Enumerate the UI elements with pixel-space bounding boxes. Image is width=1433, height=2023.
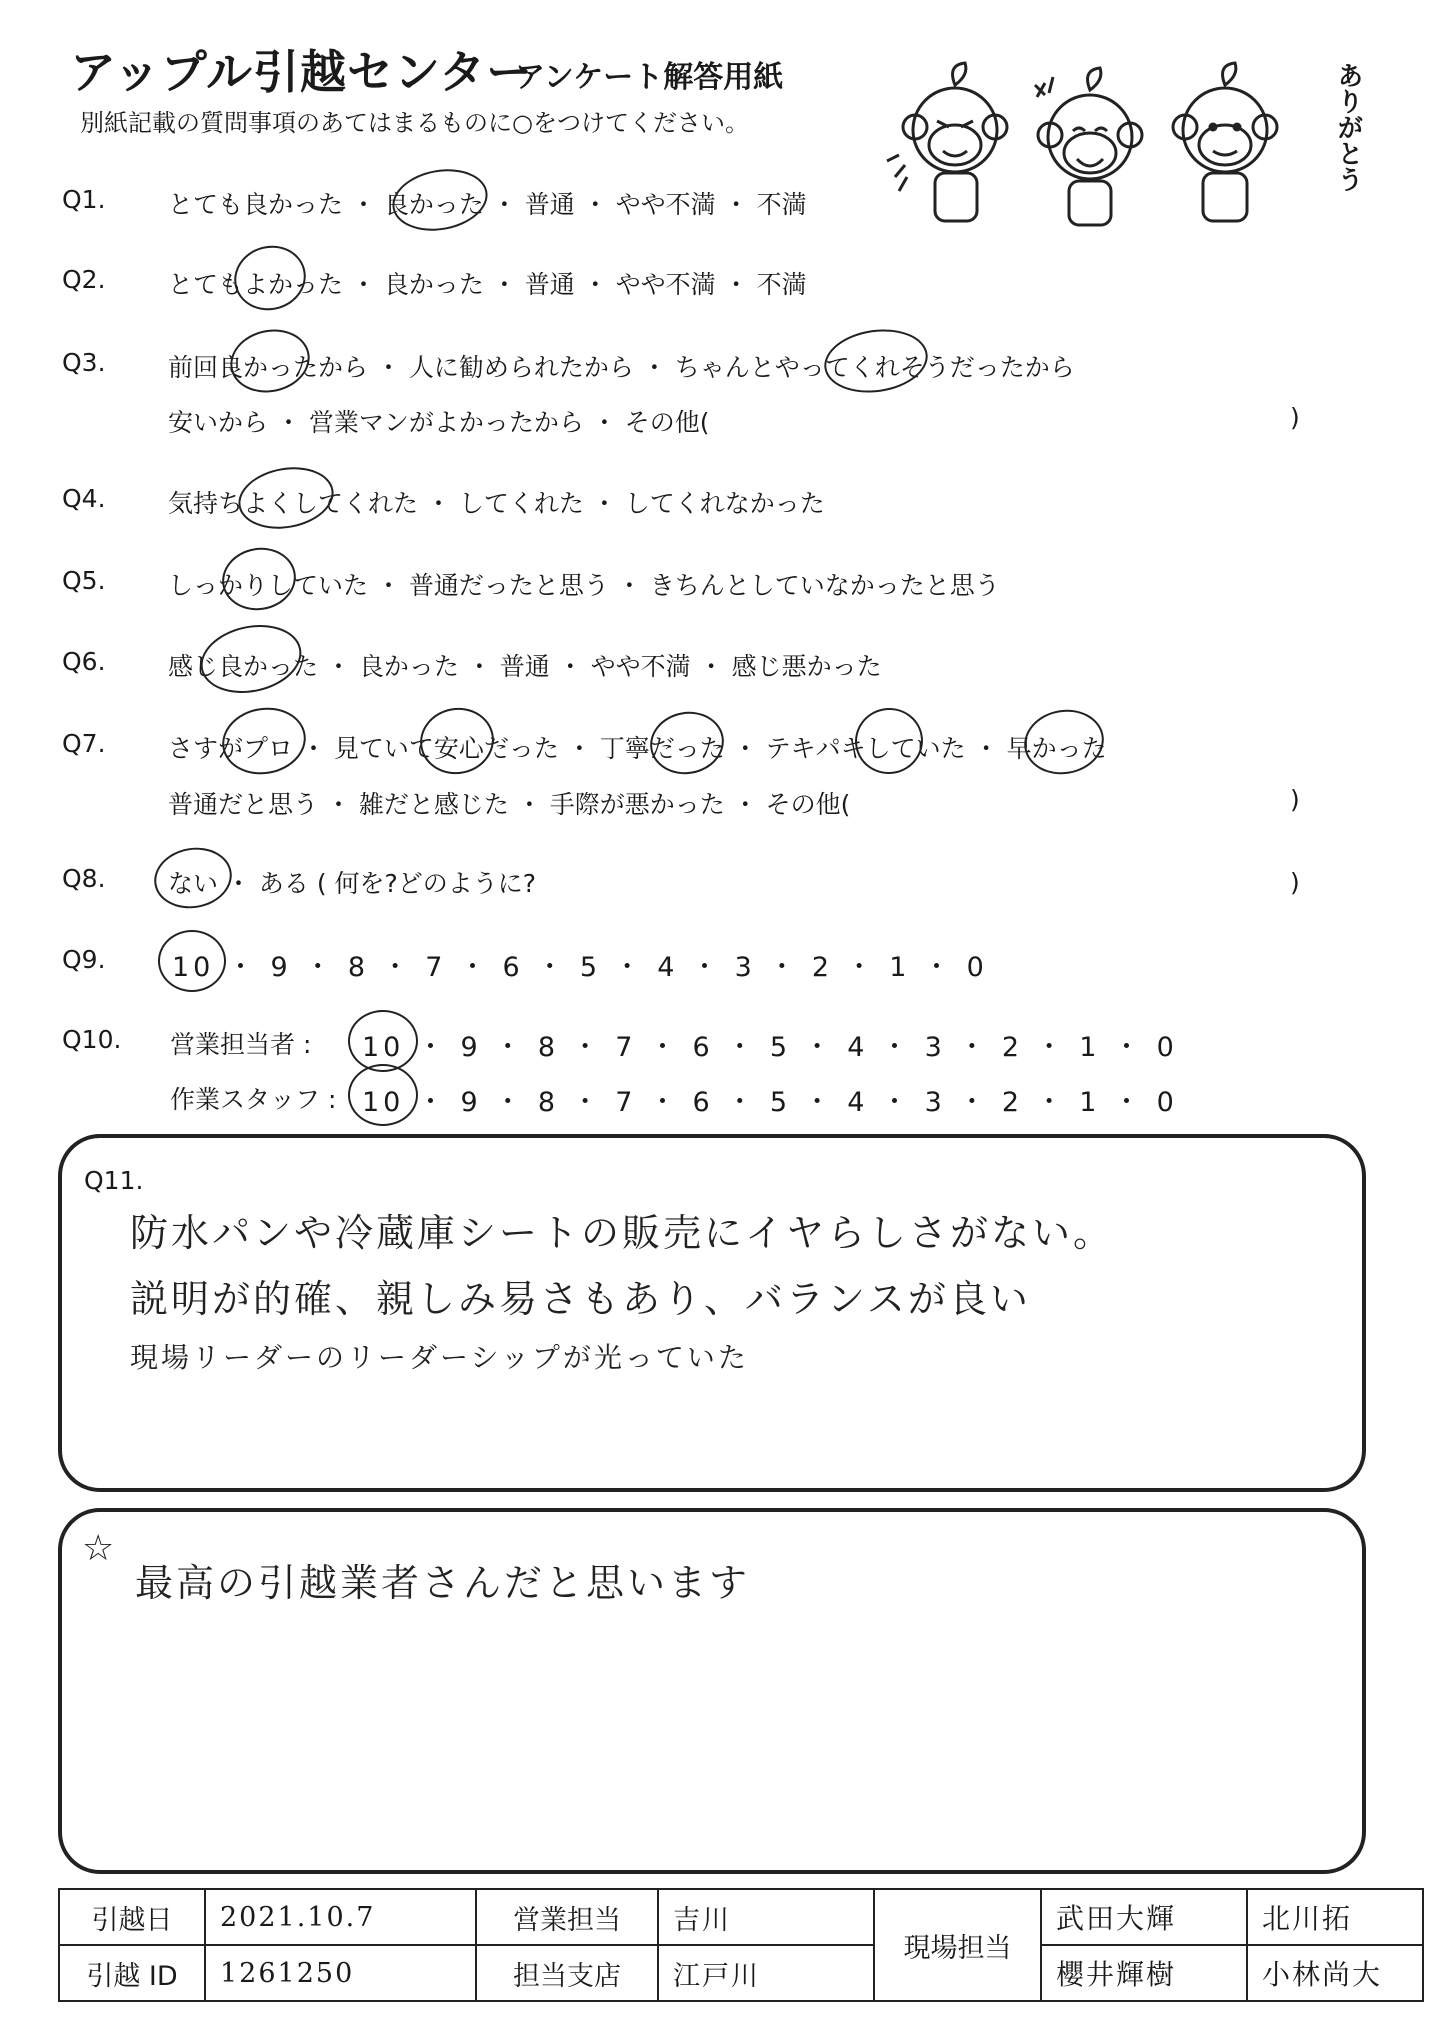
branch-label: 担当支店 — [476, 1945, 658, 2001]
q8-options: ない ・ ある ( 何を?どのように? — [168, 869, 537, 898]
q7-options: さすがプロ ・ 見ていて安心だった ・ 丁寧だった ・ テキパキしていた ・ 早かった — [168, 734, 1107, 763]
answer-circle-mark — [348, 1064, 418, 1126]
q3-label: Q3. — [62, 348, 106, 377]
q2-options: とてもよかった ・ 良かった ・ 普通 ・ やや不満 ・ 不満 — [168, 270, 807, 299]
answer-circle-mark — [217, 701, 311, 781]
q11-comment-line-2: 説明が的確、親しみ易さもあり、バランスが良い — [130, 1277, 1031, 1321]
answer-circle-mark — [415, 702, 499, 780]
move-id-label: 引越 ID — [59, 1945, 205, 2001]
answer-circle-mark — [227, 238, 313, 318]
move-info-table — [58, 1888, 1424, 2002]
q10-staff-label: 作業スタッフ : — [170, 1085, 337, 1114]
q5-options: しっかりしていた ・ 普通だったと思う ・ きちんとしていなかったと思う — [168, 571, 1000, 600]
site-staff-2: 北川拓 — [1247, 1889, 1423, 1945]
answer-circle-mark — [348, 1010, 418, 1072]
q6-label: Q6. — [62, 647, 106, 676]
site-staff-3: 櫻井輝樹 — [1041, 1945, 1247, 2001]
q3-options-line2: 安いから ・ 営業マンがよかったから ・ その他( — [168, 408, 710, 437]
site-staff-4: 小林尚大 — [1247, 1945, 1423, 2001]
q11-label: Q11. — [84, 1166, 144, 1195]
q10-sales-scale: 10 ・ 9 ・ 8 ・ 7 ・ 6 ・ 5 ・ 4 ・ 3 ・ 2 ・ 1 ・ 0 — [362, 1032, 1178, 1063]
answer-circle-mark — [158, 930, 226, 992]
answer-circle-mark — [388, 162, 493, 238]
q9-scale: 10 ・ 9 ・ 8 ・ 7 ・ 6 ・ 5 ・ 4 ・ 3 ・ 2 ・ 1 ・ 0 — [172, 952, 988, 983]
q1-label: Q1. — [62, 185, 106, 214]
q4-label: Q4. — [62, 484, 106, 513]
survey-title: アップル引越センター — [70, 45, 534, 99]
instruction-text: 別紙記載の質問事項のあてはまるものに○をつけてください。 — [80, 109, 749, 137]
q7-options-line2: 普通だと思う ・ 雑だと感じた ・ 手際が悪かった ・ その他( — [168, 790, 851, 819]
answer-circle-mark — [224, 322, 315, 399]
answer-circle-mark — [217, 542, 301, 616]
answer-circle-mark — [234, 460, 339, 536]
q8-label: Q8. — [62, 864, 106, 893]
q10-staff-scale: 10 ・ 9 ・ 8 ・ 7 ・ 6 ・ 5 ・ 4 ・ 3 ・ 2 ・ 1 ・ 0 — [362, 1087, 1178, 1118]
q10-sales-label: 営業担当者 : — [170, 1030, 312, 1059]
answer-circle-mark — [149, 842, 236, 915]
monkey-1-icon — [887, 63, 1007, 221]
survey-subtitle: アンケート解答用紙 — [515, 60, 784, 95]
q7-close-paren: ) — [1290, 785, 1300, 814]
thanks-text: ありがとう — [1333, 62, 1363, 192]
q6-options: 感じ良かった ・ 良かった ・ 普通 ・ やや不満 ・ 感じ悪かった — [168, 652, 882, 681]
move-id-value: 1261250 — [205, 1945, 476, 2001]
q8-close-paren: ) — [1290, 868, 1300, 897]
sales-rep-value: 吉川 — [658, 1889, 874, 1945]
monkey-mascots-illustration — [885, 55, 1365, 245]
answer-circle-mark — [194, 616, 307, 702]
answer-circle-mark — [1019, 704, 1109, 781]
q1-options: とても良かった ・ 良かった ・ 普通 ・ やや不満 ・ 不満 — [168, 190, 807, 219]
answer-circle-mark — [820, 323, 932, 399]
branch-value: 江戸川 — [658, 1945, 874, 2001]
move-date-value: 2021.10.7 — [205, 1889, 476, 1945]
answer-circle-mark — [645, 706, 729, 780]
move-date-label: 引越日 — [59, 1889, 205, 1945]
site-staff-label: 現場担当 — [874, 1889, 1041, 2001]
q3-close-paren: ) — [1290, 403, 1300, 432]
q9-label: Q9. — [62, 945, 106, 974]
q4-options: 気持ちよくしてくれた ・ してくれた ・ してくれなかった — [168, 489, 825, 518]
q2-label: Q2. — [62, 265, 106, 294]
site-staff-1: 武田大輝 — [1041, 1889, 1247, 1945]
q10-label: Q10. — [62, 1025, 122, 1054]
sales-rep-label: 営業担当 — [476, 1889, 658, 1945]
star-icon: ☆ — [82, 1528, 115, 1569]
q7-label: Q7. — [62, 729, 106, 758]
q11-comment-line-3: 現場リーダーのリーダーシップが光っていた — [130, 1341, 749, 1374]
q5-label: Q5. — [62, 566, 106, 595]
answer-circle-mark — [850, 703, 928, 780]
free-comment-text: 最高の引越業者さんだと思います — [135, 1561, 751, 1605]
monkey-2-icon — [1035, 68, 1142, 225]
q3-options: 前回良かったから ・ 人に勧められたから ・ ちゃんとやってくれそうだったから — [168, 353, 1075, 382]
q11-comment-line-1: 防水パンや冷蔵庫シートの販売にイヤらしさがない。 — [130, 1211, 1115, 1255]
monkey-3-icon — [1173, 63, 1277, 221]
